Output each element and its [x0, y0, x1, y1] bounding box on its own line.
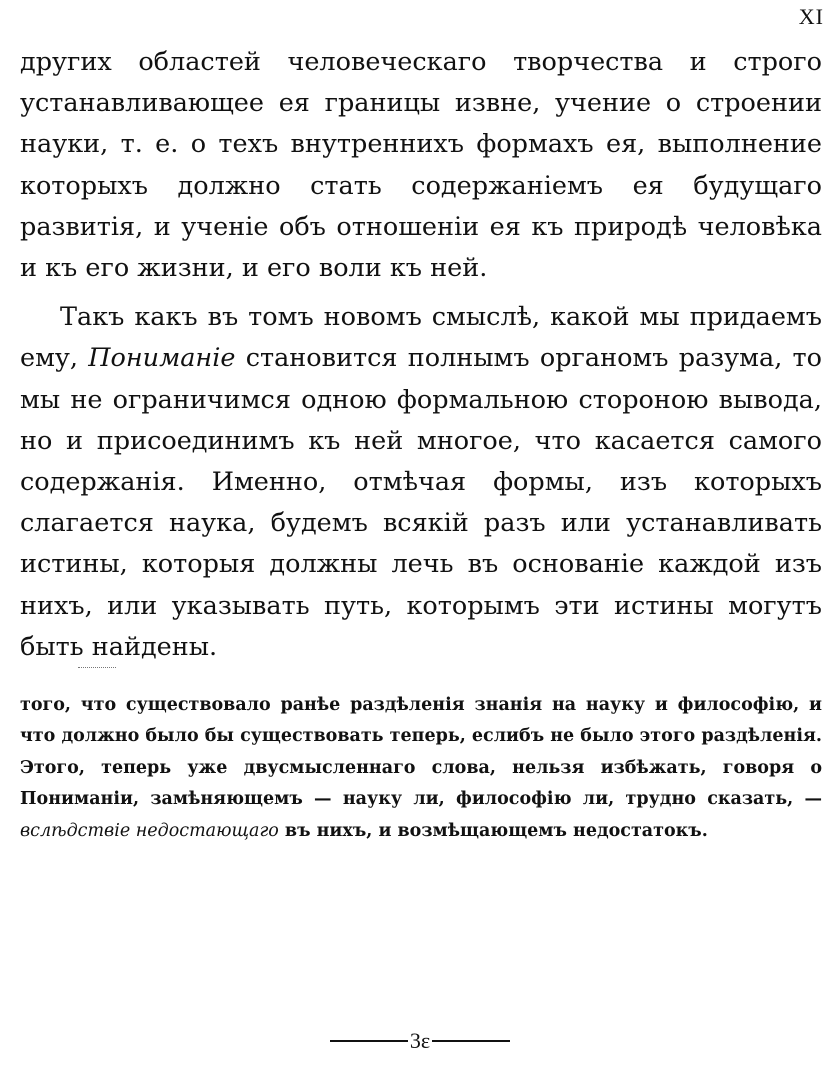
page-number: XI: [798, 4, 824, 29]
signature-mark: 3ɛ: [409, 1028, 431, 1053]
footnote-text-after: въ нихъ, и возмѣщающемъ недостатокъ.: [278, 820, 708, 841]
paragraph-2-text-after: становится полнымъ органомъ разума, то мы не ограничимся одною формальною стороною вывода, но и присоединимъ къ ней многое, что касается самого содержанія. Именно, отмѣчая формы, изъ которыхъ слагается наука, будемъ всякій разъ или устанавливать истины, которыя должны лечь въ основаніе каждой изъ нихъ, или указывать путь, которымъ эти истины могутъ быть найдены.: [20, 343, 823, 662]
footnote: [20, 690, 822, 847]
paragraph-1: других областей человеческаго творчества и строго устанавливающее ея границы извне, учение о строении науки, т. е. о техъ внутреннихъ формахъ ея, выполнение которыхъ должно стать содержаніемъ ея будущаго развитія, и ученіе объ отношеніи ея къ природѣ человѣка и къ его жизни, и его воли къ ней.: [20, 47, 822, 284]
signature-line-left: [330, 1040, 408, 1042]
footnote-separator: [78, 667, 116, 668]
signature-line-right: [432, 1040, 510, 1042]
paragraph-2: [20, 297, 822, 668]
footnote-text-before: того, что существовало ранѣе раздѣленія знанія на науку и философію, и что должно было бы существовать теперь, еслибъ не было этого раздѣленія. Этого, теперь уже двусмысленнаго слова, нельзя избѣжать, говоря о Пониманіи, замѣняющемъ — науку ли, философію ли, трудно сказать, —: [20, 695, 822, 810]
printer-signature: [330, 1026, 510, 1056]
footnote-italic-phrase: вслѣдствіе недостающаго: [20, 820, 279, 841]
paragraph-2-text-before: Такъ какъ въ томъ новомъ смыслѣ, какой мы придаемъ ему,: [20, 302, 822, 374]
main-text: [20, 42, 822, 668]
paragraph-2-italic-term: Пониманіе: [88, 343, 236, 374]
footnote-paragraph: [20, 690, 822, 847]
